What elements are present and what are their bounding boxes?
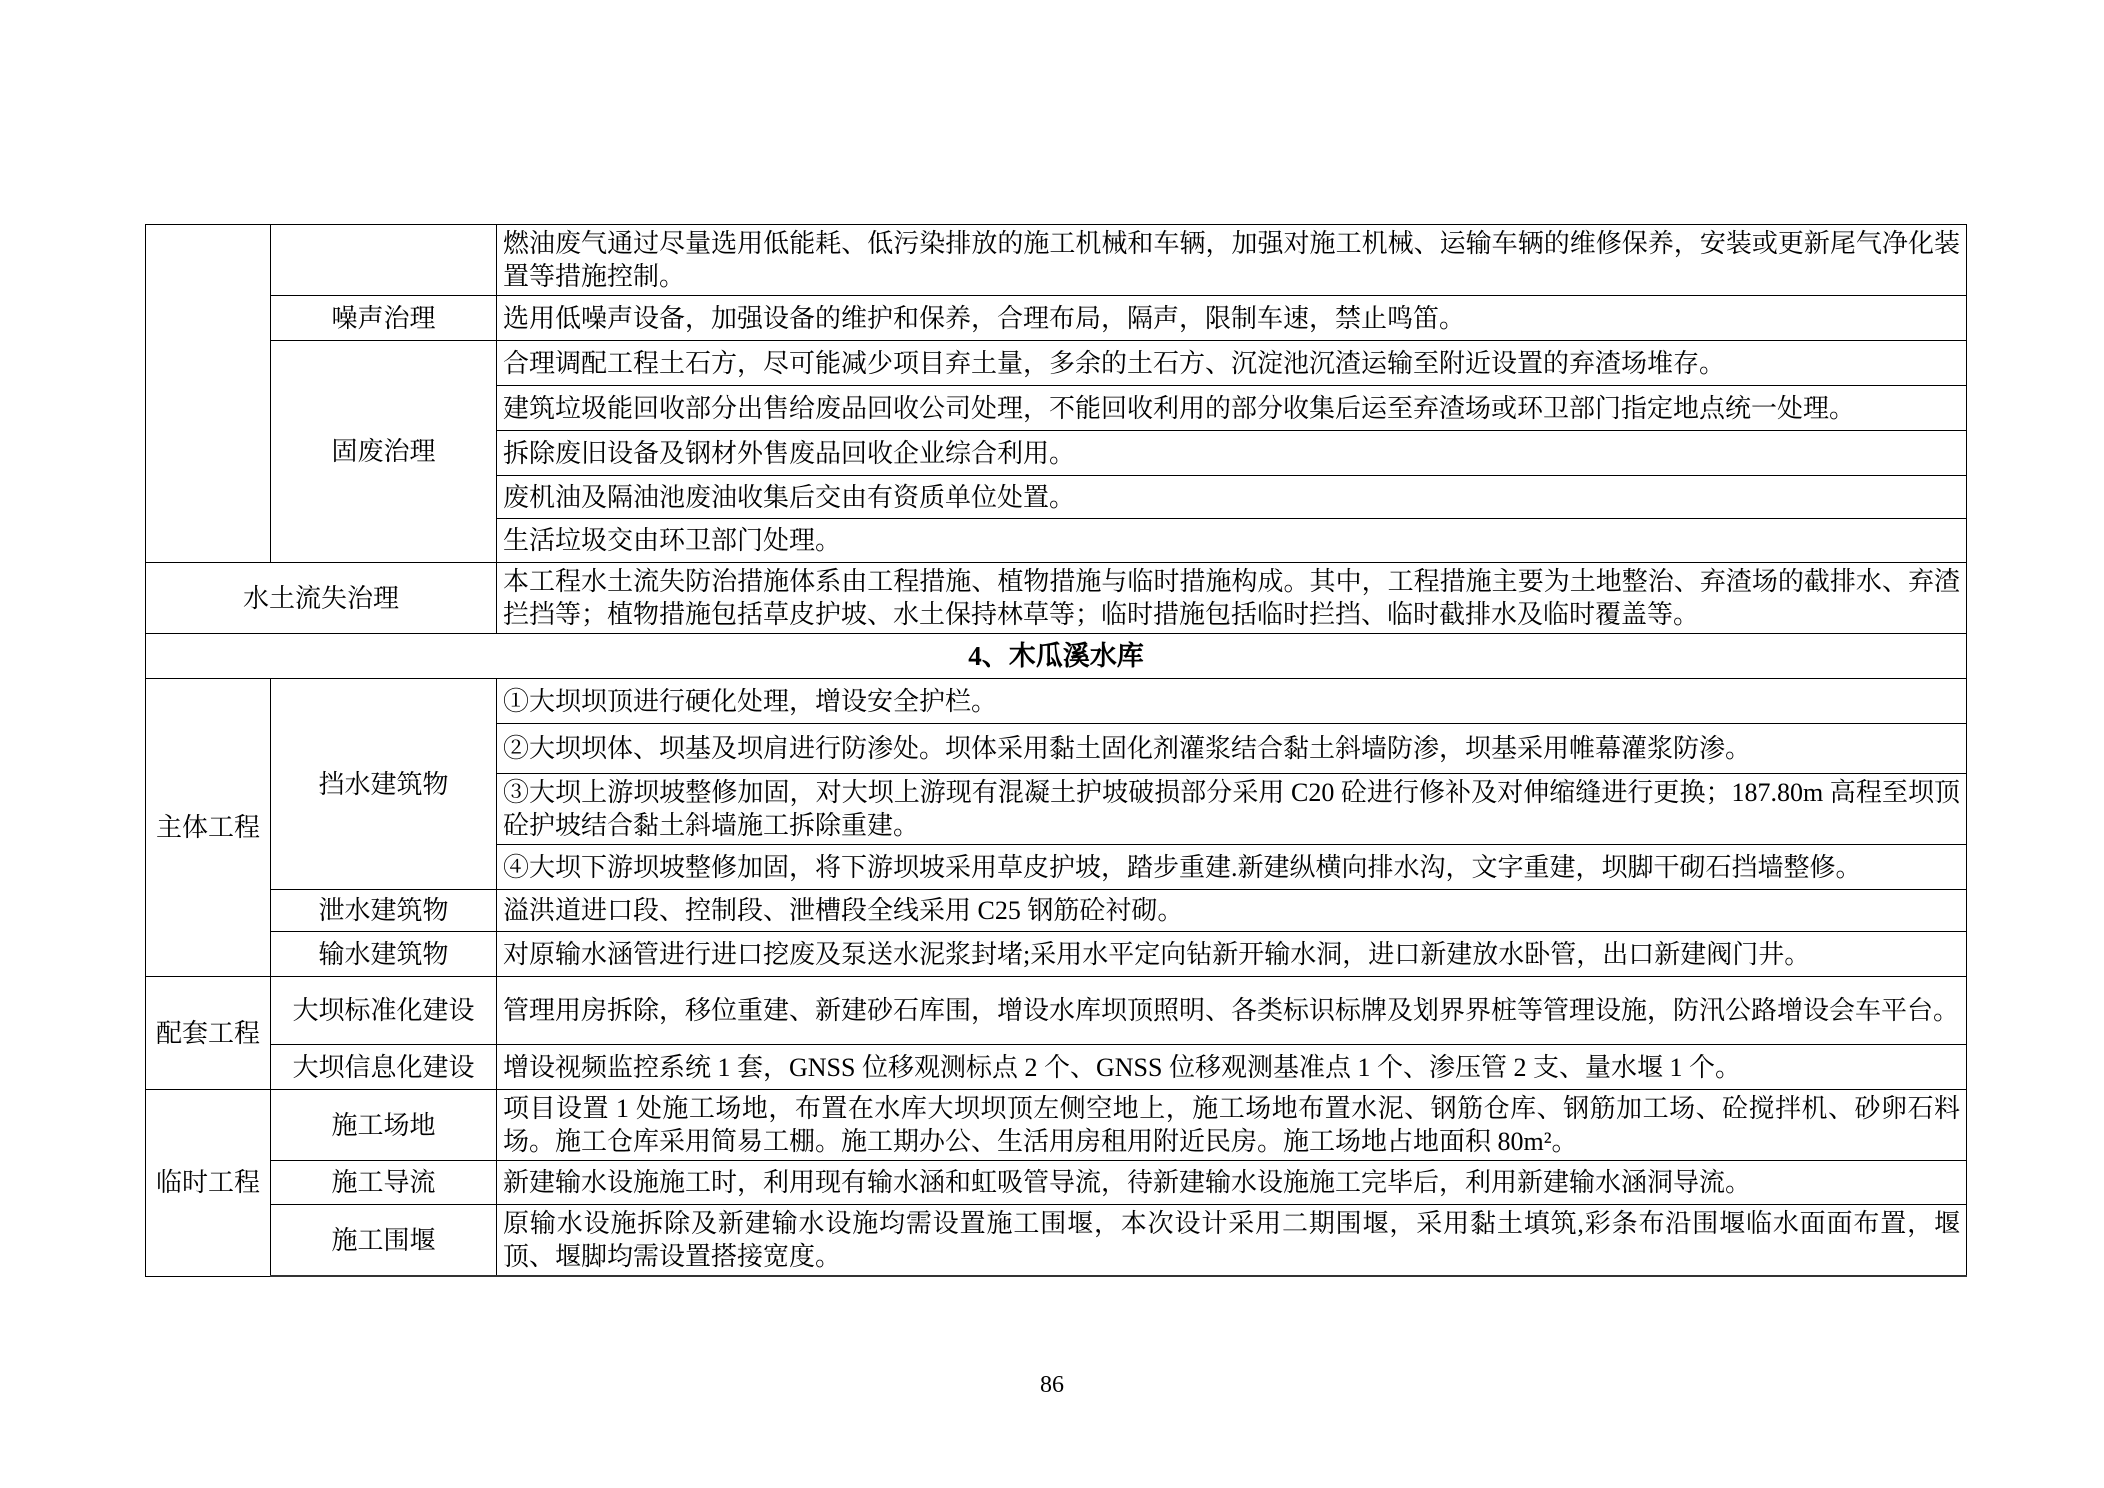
cell-solid-waste-item-5: 生活垃圾交由环卫部门处理。 xyxy=(497,519,1967,563)
table-row xyxy=(146,1090,1967,1161)
cell-supporting-works-label: 配套工程 xyxy=(146,977,271,1090)
cell-site-label: 施工场地 xyxy=(271,1090,497,1161)
cell-informatization-text: 增设视频监控系统 1 套，GNSS 位移观测标点 2 个、GNSS 位移观测基准点 1 个、渗压管 2 支、量水堰 1 个。 xyxy=(497,1045,1967,1090)
table-row xyxy=(146,679,1967,724)
cell-drainage-text: 溢洪道进口段、控制段、泄槽段全线采用 C25 钢筋砼衬砌。 xyxy=(497,890,1967,932)
cell-water-retaining-item-1: ①大坝坝顶进行硬化处理，增设安全护栏。 xyxy=(497,679,1967,724)
table-row xyxy=(146,1161,1967,1205)
cell-solid-waste-item-3: 拆除废旧设备及钢材外售废品回收企业综合利用。 xyxy=(497,431,1967,476)
page-number: 86 xyxy=(1040,1372,1064,1398)
cell-water-retaining-item-4: ④大坝下游坝坡整修加固，将下游坝坡采用草皮护坡，踏步重建.新建纵横向排水沟，文字重建，坝脚干砌石挡墙整修。 xyxy=(497,845,1967,890)
cell-waste-gas-text: 燃油废气通过尽量选用低能耗、低污染排放的施工机械和车辆，加强对施工机械、运输车辆的维修保养，安装或更新尾气净化装置等措施控制。 xyxy=(497,225,1967,296)
cell-solid-waste-item-1: 合理调配工程土石方，尽可能减少项目弃土量，多余的土石方、沉淀池沉渣运输至附近设置的弃渣场堆存。 xyxy=(497,341,1967,386)
cell-diversion-text: 新建输水设施施工时，利用现有输水涵和虹吸管导流，待新建输水设施施工完毕后，利用新建输水涵洞导流。 xyxy=(497,1161,1967,1205)
section-header-row xyxy=(146,634,1967,679)
cell-informatization-label: 大坝信息化建设 xyxy=(271,1045,497,1090)
cell-drainage-label: 泄水建筑物 xyxy=(271,890,497,932)
cell-solid-waste-item-4: 废机油及隔油池废油收集后交由有资质单位处置。 xyxy=(497,476,1967,519)
cell-standardization-label: 大坝标准化建设 xyxy=(271,977,497,1045)
table-row xyxy=(146,1205,1967,1277)
cell-temporary-works-label: 临时工程 xyxy=(146,1090,271,1277)
cell-water-retaining-label: 挡水建筑物 xyxy=(271,679,497,890)
cell-solid-waste-label: 固废治理 xyxy=(271,341,497,563)
cell-conveyance-label: 输水建筑物 xyxy=(271,932,497,977)
table-row xyxy=(146,563,1967,634)
section-header: 4、木瓜溪水库 xyxy=(146,634,1967,679)
measures-table xyxy=(145,224,1967,1277)
table-row xyxy=(146,1045,1967,1090)
table-row xyxy=(146,890,1967,932)
cell-standardization-text: 管理用房拆除，移位重建、新建砂石库围，增设水库坝顶照明、各类标识标牌及划界界桩等管理设施，防汛公路增设会车平台。 xyxy=(497,977,1967,1045)
cell-diversion-label: 施工导流 xyxy=(271,1161,497,1205)
cell-main-works-label: 主体工程 xyxy=(146,679,271,977)
cell-water-retaining-item-3: ③大坝上游坝坡整修加固，对大坝上游现有混凝土护坡破损部分采用 C20 砼进行修补及对伸缩缝进行更换；187.80m 高程至坝顶砼护坡结合黏土斜墙施工拆除重建。 xyxy=(497,774,1967,845)
cell-conveyance-text: 对原输水涵管进行进口挖废及泵送水泥浆封堵;采用水平定向钻新开输水洞，进口新建放水卧管，出口新建阀门井。 xyxy=(497,932,1967,977)
table-row xyxy=(146,977,1967,1045)
table-row xyxy=(146,225,1967,296)
table-row xyxy=(146,296,1967,341)
cell-noise-label: 噪声治理 xyxy=(271,296,497,341)
cell-solid-waste-item-2: 建筑垃圾能回收部分出售给废品回收公司处理，不能回收利用的部分收集后运至弃渣场或环卫部门指定地点统一处理。 xyxy=(497,386,1967,431)
cell-cofferdam-label: 施工围堰 xyxy=(271,1205,497,1277)
cell-water-retaining-item-2: ②大坝坝体、坝基及坝肩进行防渗处。坝体采用黏土固化剂灌浆结合黏土斜墙防渗，坝基采用帷幕灌浆防渗。 xyxy=(497,724,1967,774)
cell-noise-text: 选用低噪声设备，加强设备的维护和保养，合理布局，隔声，限制车速，禁止鸣笛。 xyxy=(497,296,1967,341)
cell-category-blank xyxy=(146,225,271,563)
cell-soil-erosion-label: 水土流失治理 xyxy=(146,563,497,634)
cell-soil-erosion-text: 本工程水土流失防治措施体系由工程措施、植物措施与临时措施构成。其中，工程措施主要为土地整治、弃渣场的截排水、弃渣拦挡等；植物措施包括草皮护坡、水土保持林草等；临时措施包括临时拦挡、临时截排水及临时覆盖等。 xyxy=(497,563,1967,634)
table-row xyxy=(146,932,1967,977)
table-row xyxy=(146,341,1967,386)
cell-site-text: 项目设置 1 处施工场地，布置在水库大坝坝顶左侧空地上，施工场地布置水泥、钢筋仓库、钢筋加工场、砼搅拌机、砂卵石料场。施工仓库采用简易工棚。施工期办公、生活用房租用附近民房。施工场地占地面积 80m²。 xyxy=(497,1090,1967,1161)
cell-cofferdam-text: 原输水设施拆除及新建输水设施均需设置施工围堰，本次设计采用二期围堰，采用黏土填筑,彩条布沿围堰临水面面布置，堰顶、堰脚均需设置搭接宽度。 xyxy=(497,1205,1967,1277)
cell-subcategory-blank xyxy=(271,225,497,296)
